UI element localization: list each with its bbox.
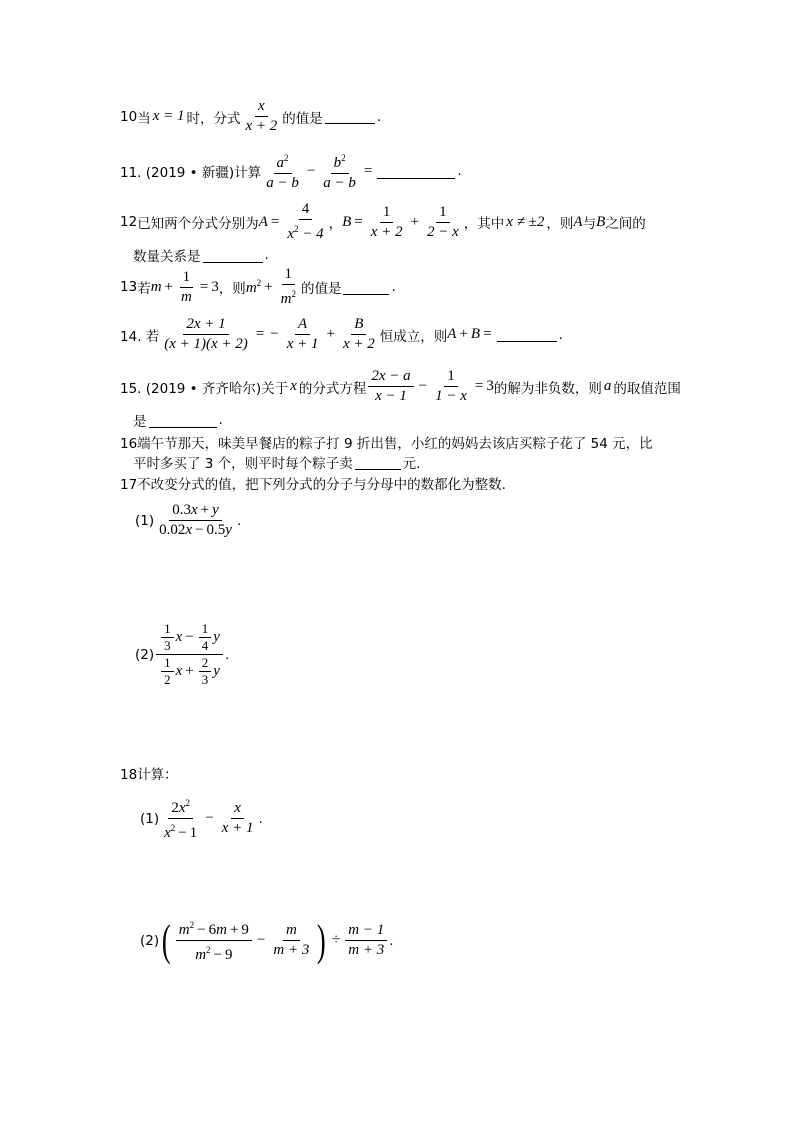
q12-text-6: 数量关系是	[133, 249, 201, 265]
question-14: 14. 若 $\frac{2x + 1}{(x + 1)(x + 2)}$ = − $\frac{A}{x + 1}$ + $\frac{B}{x + 2}$ 恒成立，则 A + B = .	[120, 316, 563, 352]
question-15: 15. (2019 • 齐齐哈尔)关于 x 的分式方程 $\frac{2x - a}{x - 1}$ − $\frac{1}{1 - x}$ = 3 的解为非负数，则 a 的取值范围	[120, 368, 681, 404]
q18-p1-fraction-2: $\frac{x}{x + 1}$	[221, 800, 254, 836]
q18-p2-fraction-1: $\frac{m^2 - 6m + 9}{m^2 - 9}$	[176, 917, 252, 964]
q16-line-1: 16端午节那天，味美早餐店的粽子打 9 折出售，小红的妈妈去该店买粽子花了 54 元，比	[120, 436, 653, 452]
q10-number: 10	[120, 108, 138, 125]
question-17	[120, 473, 506, 493]
q11-number: 11. (2019 • 新疆)计算	[120, 165, 262, 181]
q15-text-4: 是	[133, 414, 147, 430]
q17-p2-label: (2)	[135, 646, 155, 663]
q18-text: 18计算：	[120, 767, 178, 783]
q17-part-1: (1) $\frac{0.3x + y}{0.02x - 0.5y}$ .	[135, 502, 242, 538]
question-18	[120, 763, 178, 783]
question-16-continued	[133, 452, 420, 472]
q10-text-3: 的值是	[282, 110, 323, 127]
q14-text-1: 恒成立，则	[379, 328, 448, 345]
q17-text: 17不改变分式的值，把下列分式的分子与分母中的数都化为整数.	[120, 477, 506, 493]
q18-p2-fraction-2: $\frac{m}{m + 3}$	[273, 922, 310, 958]
q13-text-2: ，则	[218, 281, 246, 297]
q17-part-2: (2) $\frac{1}{3}$ x − $\frac{1}{4}$ y $\frac{1}{2}$ x + $\frac{2}{3}$ y .	[135, 621, 230, 687]
q16-line-2b: 元.	[402, 456, 421, 472]
q15-number: 15. (2019 • 齐齐哈尔)关于	[120, 380, 289, 397]
q18-p1-label: (1)	[140, 810, 160, 827]
q18-p1-fraction-1: $\frac{2x^2}{x^2 - 1}$	[161, 795, 200, 842]
q15-answer-blank[interactable]	[149, 413, 217, 428]
q12-answer-blank[interactable]	[203, 248, 263, 263]
q12-text-1: 已知两个分式分别为	[137, 216, 259, 232]
q17-p2-fraction: $\frac{1}{3}$ x − $\frac{1}{4}$ y $\frac{1}{2}$ x + $\frac{2}{3}$ y	[156, 622, 223, 687]
q12-text-2: ，其中	[463, 216, 505, 232]
question-15-continued: 是 .	[133, 412, 223, 430]
q16-line-2a: 平时多买了 3 个，则平时每个粽子卖	[133, 456, 353, 472]
q18-p2-fraction-3: $\frac{m - 1}{m + 3}$	[345, 922, 387, 959]
q14-answer-blank[interactable]	[497, 327, 557, 342]
q10-answer-blank[interactable]	[325, 109, 375, 124]
q13-text-3: 的值是	[300, 281, 342, 297]
q15-text-1: 的分式方程	[298, 380, 367, 397]
q12-number: 12	[120, 214, 138, 230]
q11-answer-blank[interactable]	[377, 164, 455, 179]
q13-fraction-2: $\frac{1}{m^2}$	[280, 266, 296, 307]
q11-fraction-2: $\frac{b^2}{a - b}$	[320, 150, 359, 192]
q13-answer-blank[interactable]	[343, 280, 389, 295]
q14-fraction-a: $\frac{A}{x + 1}$	[286, 316, 319, 352]
q14-fraction-left: $\frac{2x + 1}{(x + 1)(x + 2)}$	[164, 316, 248, 352]
q10-text-2: 时，分式	[186, 110, 241, 127]
q12-fraction-b1: $\frac{1}{x + 2}$	[370, 203, 403, 240]
q12-fraction-a: $\frac{4}{x^2 - 4}$	[287, 201, 324, 242]
q15-fraction-1: $\frac{2x - a}{x - 1}$	[368, 368, 413, 405]
q10-text-1: 当	[137, 110, 151, 127]
q16-answer-blank[interactable]	[355, 455, 401, 470]
question-10: 10 当 x = 1 时，分式 $\frac{x}{x + 2}$ 的值是 .	[120, 98, 382, 134]
q10-condition: x = 1	[152, 108, 185, 124]
q14-fraction-b: $\frac{B}{x + 2}$	[343, 316, 375, 352]
q15-text-2: 的解为非负数，则	[493, 380, 602, 397]
q18-part-1: (1) $\frac{2x^2}{x^2 - 1}$ − $\frac{x}{x + 1}$ .	[140, 795, 263, 842]
question-12-continued: 数量关系是 .	[133, 247, 269, 265]
q11-fraction-1: $\frac{a^2}{a - b}$	[263, 150, 302, 192]
q18-part-2: (2) ( $\frac{m^2 - 6m + 9}{m^2 - 9}$ − $\frac{m}{m + 3}$ ) ÷ $\frac{m - 1}{m + 3}$ .	[140, 915, 394, 965]
question-12: 12 已知两个分式分别为 A = $\frac{4}{x^2 - 4}$ ， B = $\frac{1}{x + 2}$ + $\frac{1}{2 - x}$ ，其中 x ≠ ±2 ，则 A 与 B 之间的	[120, 201, 646, 242]
q15-text-3: 的取值范围	[613, 380, 681, 397]
q14-number: 14. 若	[120, 328, 160, 345]
q13-text-1: 若	[137, 281, 151, 297]
question-13: 13 若 m + $\frac{1}{m}$ = 3 ，则 $m^2$ + $\frac{1}{m^2}$ 的值是 .	[120, 266, 396, 307]
q12-condition: x ≠ ±2	[506, 213, 545, 230]
question-16	[120, 432, 653, 452]
q17-p1-fraction: $\frac{0.3x + y}{0.02x - 0.5y}$	[159, 502, 232, 538]
q12-fraction-b2: $\frac{1}{2 - x}$	[427, 203, 459, 240]
q13-number: 13	[120, 279, 138, 295]
question-11: 11. (2019 • 新疆)计算 $\frac{a^2}{a - b}$ − $\frac{b^2}{a - b}$ = .	[120, 150, 462, 192]
q10-fraction: $\frac{x}{x + 2}$	[245, 98, 278, 134]
q18-p2-label: (2)	[140, 932, 160, 949]
q17-p1-label: (1)	[135, 512, 155, 529]
q15-fraction-2: $\frac{1}{1 - x}$	[435, 368, 467, 404]
q12-text-3: ，则	[546, 216, 574, 232]
q13-fraction-1: $\frac{1}{m}$	[181, 268, 192, 305]
